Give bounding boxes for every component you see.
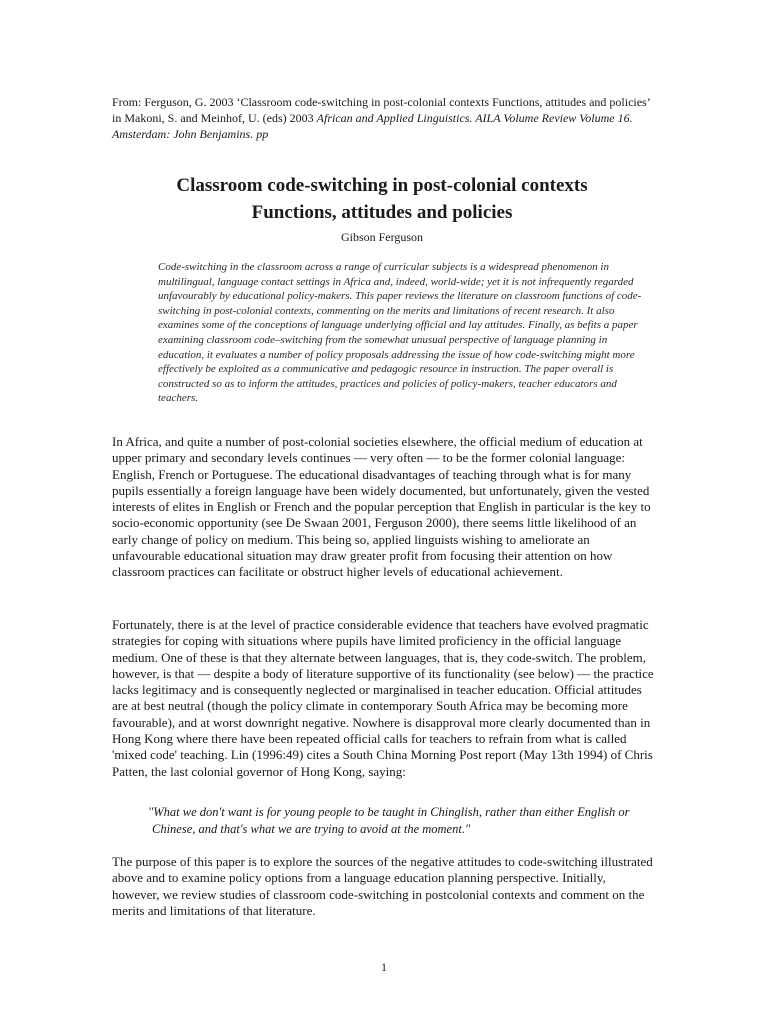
author-name: Gibson Ferguson <box>340 230 424 244</box>
paper-title <box>112 172 652 226</box>
body-paragraph-3: The purpose of this paper is to explore the sources of the negative attitudes to code-switching illustrated above and to examine policy options from a language education planning perspective. Initially, however, we review studies of classroom code-switching in postcolonial contexts and comment on the merits and limitations of that literature. <box>112 854 653 918</box>
page-number: 1 <box>381 960 387 974</box>
citation-text: From: Ferguson, G. 2003 ‘Classroom code-switching in post-colonial contexts Functions, attitudes and policies’ in Makoni, S. and Meinhof, U. (eds) 2003 <box>112 95 650 125</box>
body-paragraph-1: In Africa, and quite a number of post-colonial societies elsewhere, the official medium of education at upper primary and secondary levels continues — very often — to be the former colonial language: English, French or Portuguese. The educational disadvantages of teaching through what is for many pupils essentially a foreign language have been widely documented, but unfortunately, given the vested interests of elites in English or French and the popular perception that English in particular is the key to socio-economic opportunity (see De Swaan 2001, Ferguson 2000), there seems little likelihood of an early change of policy on medium. This being so, applied linguists wishing to ameliorate an unfavourable educational situation may draw greater profit from focusing their attention on how classroom practices can facilitate or obstruct higher levels of educational achievement. <box>112 434 651 580</box>
abstract: Code-switching in the classroom across a range of curricular subjects is a widespread phenomenon in multilingual, language contact settings in Africa and, indeed, world-wide; yet it is not infrequently regarded unfavourably by educational policy-makers. This paper reviews the literature on classroom functions of code-switching in post-colonial contexts, commenting on the merits and limitations of recent research. It also examines some of the conceptions of language underlying official and lay attitudes. Finally, as befits a paper examining classroom code–switching from the somewhat unusual perspective of language planning in education, it evaluates a number of policy proposals addressing the issue of how code-switching might more effectively be exploited as a communicative and pedagogic resource in instruction. The paper overall is constructed so as to inform the attitudes, practices and policies of policy-makers, teacher educators and teachers. <box>158 261 642 405</box>
citation-journal: African and Applied Linguistics. AILA Volume Review Volume 16. Amsterdam: John Benjamins. pp <box>112 111 633 141</box>
source-citation <box>112 94 652 142</box>
paper-title-line-2: Functions, attitudes and policies <box>251 202 513 223</box>
block-quote: "What we don't want is for young people to be taught in Chinglish, rather than either English or Chinese, and that's what we are trying to avoid at the moment." <box>148 805 630 836</box>
body-paragraph-2: Fortunately, there is at the level of practice considerable evidence that teachers have evolved pragmatic strategies for coping with situations where pupils have limited proficiency in the official language medium. One of these is that they alternate between languages, that is, they code-switch. The problem, however, is that — despite a body of literature supportive of its functionality (see below) — the practice lacks legitimacy and is consequently neglected or marginalised in teacher education. Official attitudes are at best neutral (though the policy climate in contemporary South Africa may be becoming more favourable), and at worst downright negative. Nowhere is disapproval more clearly documented than in Hong Kong where there have been repeated official calls for teachers to refrain from what is called 'mixed code' teaching. Lin (1996:49) cites a South China Morning Post report (May 13th 1994) of Chris Patten, the last colonial governor of Hong Kong, saying: <box>112 617 654 779</box>
paper-title-line-1: Classroom code-switching in post-colonial contexts <box>176 175 588 196</box>
